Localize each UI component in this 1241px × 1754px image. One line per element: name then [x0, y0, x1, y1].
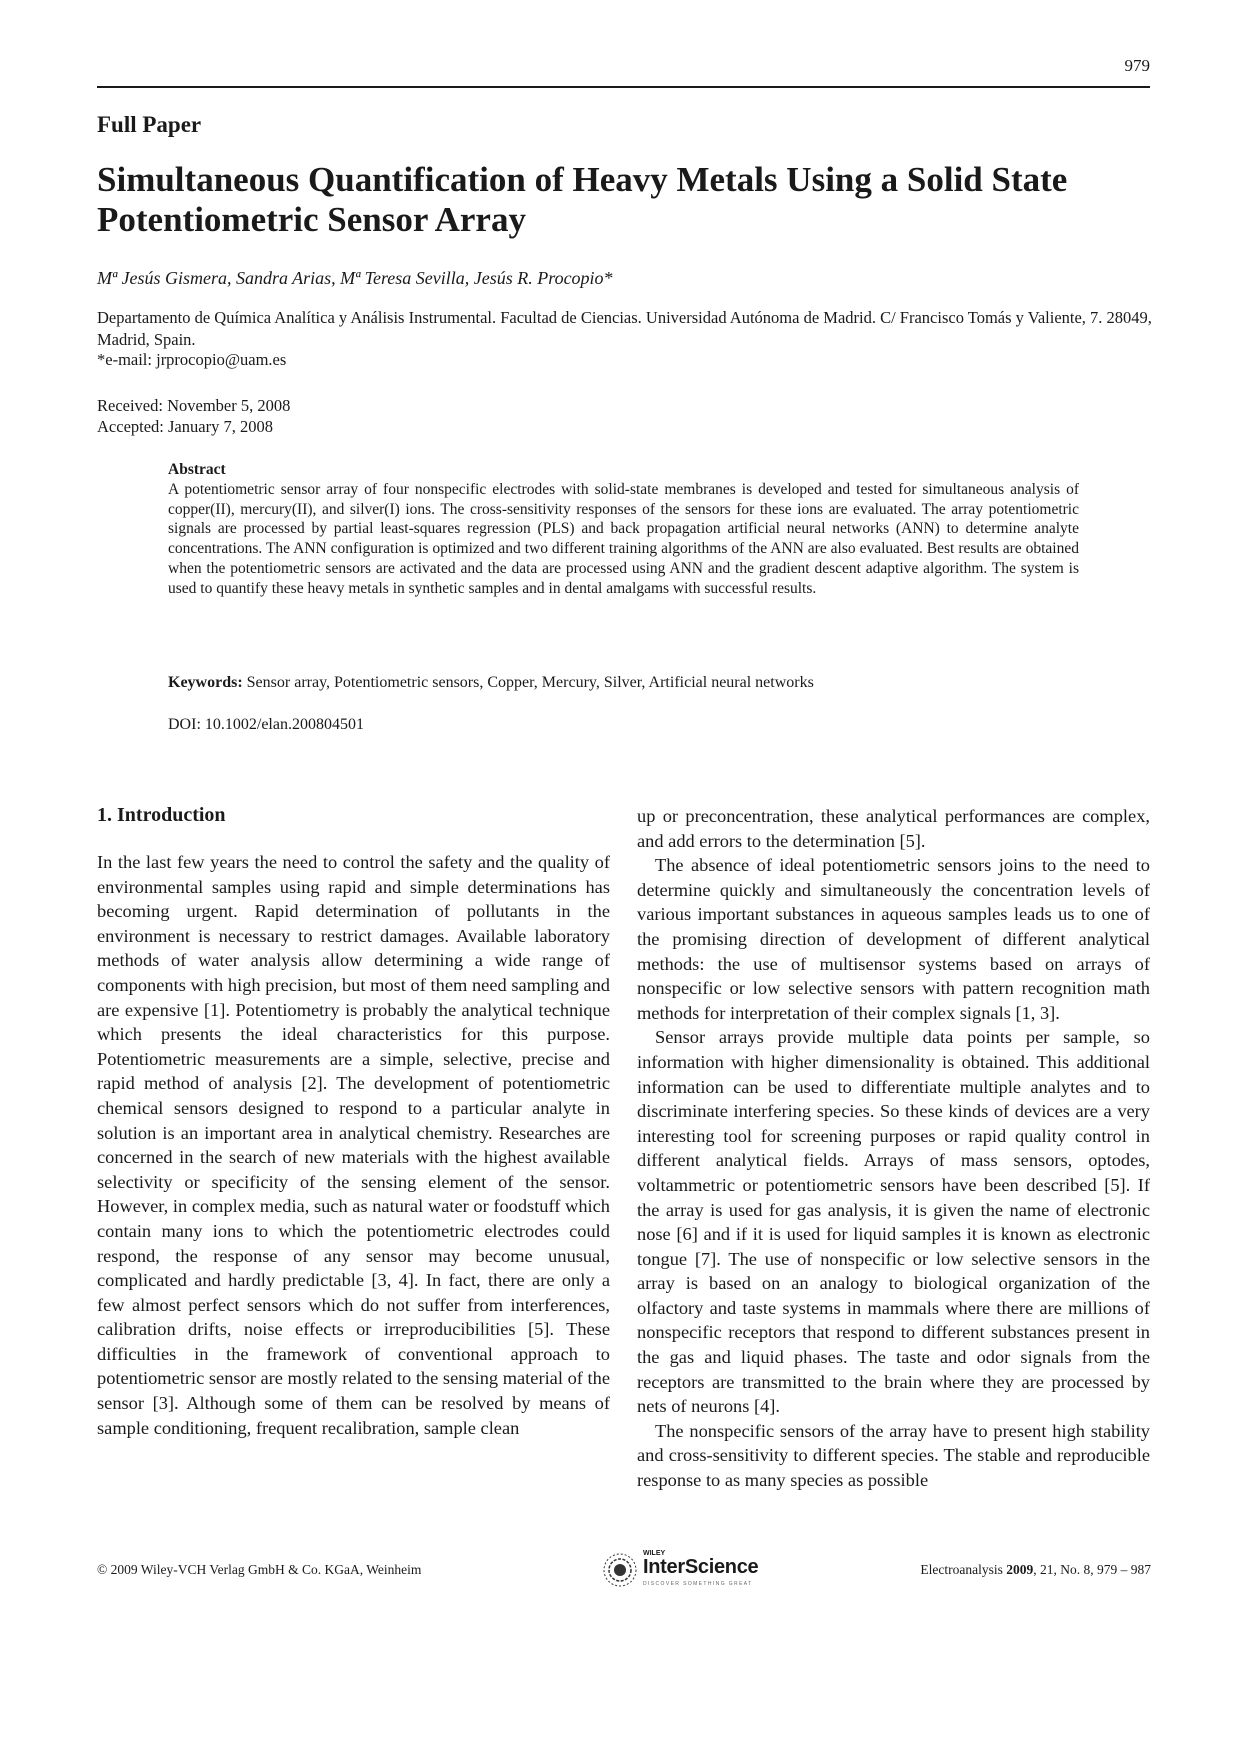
author-list: Mª Jesús Gismera, Sandra Arias, Mª Teresa Sevilla, Jesús R. Procopio* [97, 268, 613, 288]
contact-email: *e-mail: jrprocopio@uam.es [97, 350, 287, 369]
keywords-line [168, 674, 1168, 692]
dates-block [97, 395, 290, 437]
affiliation: Departamento de Química Analítica y Análisis Instrumental. Facultad de Ciencias. Universidad Autónoma de Madrid. C/ Francisco Tomás y Valiente, 7. 28049, Madrid, Spain. [97, 308, 1152, 349]
copyright-notice: © 2009 Wiley-VCH Verlag GmbH & Co. KGaA, Weinheim [97, 1562, 422, 1577]
abstract-text: A potentiometric sensor array of four nonspecific electrodes with solid-state membranes is developed and tested for simultaneous analysis of copper(II), mercury(II), and silver(I) ions. The cross-sensitivity responses of the sensors for these ions are evaluated. The array potentiometric signals are processed by partial least-squares regression (PLS) and back propagation artificial neural networks (ANN) to determine analyte concentrations. The ANN configuration is optimized and two different training algorithms of the ANN are also evaluated. Best results are obtained when the potentiometric sensors are activated and the data are processed using ANN and the gradient descent adaptive algorithm. The system is used to quantify these heavy metals in synthetic samples and in dental amalgams with successful results. [168, 480, 1079, 597]
logo-brand-text: InterScience [643, 1556, 759, 1578]
section-heading: 1. Introduction [97, 804, 226, 826]
doi: DOI: 10.1002/elan.200804501 [168, 716, 364, 733]
abstract-block [168, 460, 1079, 599]
paragraph: The absence of ideal potentiometric sensors joins to the need to determine quickly and simultaneously the concentration levels of various important substances in aqueous samples leads us to one of the promising direction of development of different analytical methods: the use of multisensor systems based on arrays of nonspecific or low selective sensors with pattern recognition math methods for interpretation of their complex signals [1, 3]. [637, 855, 1150, 1023]
paragraph: In the last few years the need to control the safety and the quality of environmental samples using rapid and simple determinations has becoming urgent. Rapid determination of pollutants in the environment is necessary to restrict damages. Available laboratory methods of water analysis allow determining a wide range of components with high precision, but most of them need sampling and are expensive [1]. Potentiometry is probably the analytical technique which presents the ideal characteristics for this purpose. Potentiometric measurements are a simple, selective, precise and rapid method of analysis [2]. The development of potentiometric chemical sensors designed to respond to a particular analyte in solution is an important area in analytical chemistry. Researches are concerned in the search of new materials with the highest available selectivity or specificity of the sensing element of the sensor. However, in complex media, such as natural water or foodstuff which contain many ions to which the potentiometric electrodes could respond, the response of any sensor may become unusual, complicated and hardly predictable [3, 4]. In fact, there are only a few almost perfect sensors which do not suffer from interferences, calibration drifts, noise effects or irreproducibilities [5]. These difficulties in the framework of conventional approach to potentiometric sensor are mostly related to the sensing material of the sensor [3]. Although some of them can be resolved by means of sample conditioning, frequent recalibration, sample clean [97, 852, 610, 1438]
abstract-heading: Abstract [168, 461, 226, 478]
globe-icon [600, 1550, 640, 1590]
keywords-label: Keywords: [168, 674, 243, 691]
keywords-text: Sensor array, Potentiometric sensors, Copper, Mercury, Silver, Artificial neural networks [246, 674, 814, 691]
logo-wiley-text: WILEY [643, 1550, 666, 1557]
journal-volume-pages: , 21, No. 8, 979 – 987 [1033, 1562, 1151, 1577]
wiley-interscience-logo [600, 1550, 770, 1590]
paragraph: up or preconcentration, these analytical performances are complex, and add errors to the determination [5]. [637, 806, 1150, 851]
paper-type-label: Full Paper [97, 112, 202, 137]
accepted-date: Accepted: January 7, 2008 [97, 417, 273, 436]
paper-title: Simultaneous Quantification of Heavy Metals Using a Solid State Potentiometric Sensor Array [97, 160, 1068, 239]
journal-name: Electroanalysis [920, 1562, 1003, 1577]
paragraph: The nonspecific sensors of the array have to present high stability and cross-sensitivity to different species. The stable and reproducible response to as many species as possible [637, 1420, 1150, 1491]
paragraph: Sensor arrays provide multiple data points per sample, so information with higher dimensionality is obtained. This additional information can be used to differentiate multiple analytes and to discriminate interfering species. So these kinds of devices are a very interesting tool for screening purposes or rapid quality control in different analytical fields. Arrays of mass sensors, optodes, voltammetric or potentiometric sensors have been described [5]. If the array is used for gas analysis, it is given the name of electronic nose [6] and if it is used for liquid samples it is known as electronic tongue [7]. The use of nonspecific or low selective sensors in the array is based on an analogy to biological organization of the olfactory and taste systems in mammals where there are millions of nonspecific receptors that respond to different substances present in the gas and liquid phases. The taste and odor signals from the receptors are transmitted to the brain where they are processed by nets of neurons [4]. [637, 1027, 1150, 1417]
header-rule [97, 86, 1150, 88]
logo-tagline: DISCOVER SOMETHING GREAT [643, 1581, 753, 1587]
received-date: Received: November 5, 2008 [97, 396, 291, 415]
journal-citation [920, 1562, 1151, 1578]
right-column [637, 804, 1150, 1493]
journal-year: 2009 [1006, 1562, 1034, 1577]
page-number: 979 [1124, 56, 1150, 75]
left-column [97, 804, 610, 1440]
